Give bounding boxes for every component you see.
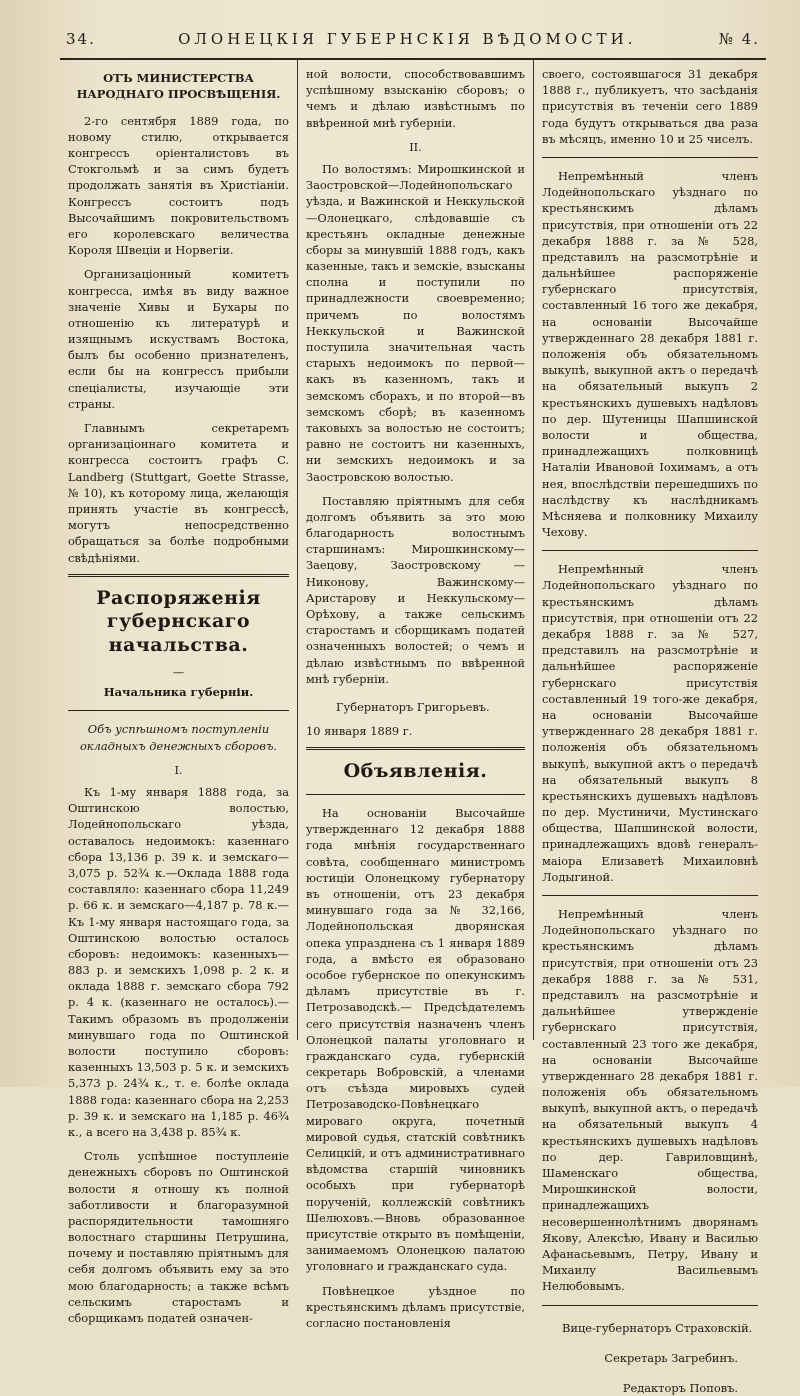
paragraph: Непремѣнный членъ Лодейнопольскаго уѣзднаго по крестьянскимъ дѣламъ присутствія, при отношеніи отъ 23 декабря 1888 г. за № 531, представилъ на разсмотрѣніе и дальнѣйшее утвержденіе губернскаго присутствія, составленный 23 того же декабря, на основаніи Высочайше утвержденнаго 28 декабря 1881 г. положенія объ обязательномъ выкупѣ, выкупной актъ, о передачѣ на обязательный выкупъ 4 крестьянскихъ душевыхъ надѣловъ по дер. Гавриловщинѣ, Шаменскаго общества, Мирошкинской волости, принадлежащихъ несовершеннолѣтнимъ дворянамъ Якову, Алексѣю, Ивану и Василью Афанасьевымъ, Петру, Ивану и Михаилу Васильевымъ Нелюбовымъ. xyxy=(542,907,758,1294)
section-heading: Распоряженія губернскаго начальства. xyxy=(96,586,261,657)
announcements-heading: Объявленія. xyxy=(343,760,488,783)
column-3 xyxy=(534,60,766,1395)
article-numeral: I. xyxy=(174,762,183,777)
paragraph: ной волости, способствовавшимъ успѣшному взысканію сборовъ; о чемъ и дѣлаю извѣстнымъ по ввѣренной мнѣ губерніи. xyxy=(306,67,525,130)
paragraph: Непремѣнный членъ Лодейнопольскаго уѣзднаго по крестьянскимъ дѣламъ присутствія, при отношеніи отъ 22 декабря 1888 г. за № 528, представилъ на разсмотрѣніе и дальнѣйшее распоряженіе губернскаго присутствія, составленный 16 того же декабря, на основаніи Высочайше утвержденнаго 28 декабря 1881 г. положенія объ обязательномъ выкупѣ, выкупной актъ о передачѣ на обязательный выкупъ 2 крестьянскихъ душевыхъ надѣловъ по дер. Шутеницы Шапшинской волости и общества, принадлежащихъ полковницѣ Наталіи Ивановой Іохимамъ, а отъ нея, впослѣдствіи перешедшихъ по наслѣдству къ наслѣдникамъ Мѣсняева и полковнику Михаилу Чехову. xyxy=(542,168,758,540)
column-2 xyxy=(298,60,534,1330)
paragraph: Повѣнецкое уѣздное по крестьянскимъ дѣламъ присутствіе, согласно постановленія xyxy=(306,1283,525,1330)
paragraph: На основаніи Высочайше утвержденнаго 12 декабря 1888 года мнѣнія государственнаго совѣта, сообщеннаго министромъ юстиціи Олонецкому губернатору въ отношеніи, отъ 23 декабря минувшаго года за № 32,166, Лодейнопольская дворянская опека упразднена съ 1 января 1889 года, а вмѣсто ея образовано особое губернское по опекунскимъ дѣламъ присутствіе въ г. Петрозаводскѣ.— Предсѣдателемъ сего присутствія назначенъ членъ Олонецкой палаты уголовнаго и гражданскаго суда, губернскій секретарь Вобровскій, а членами отъ съѣзда мировыхъ судей Петрозаводско-Повѣнецкаго мироваго округа, почетный мировой судья, статскій совѣтникъ Селицкій, и отъ административнаго вѣдомства старшій чиновникъ особыхъ при губернаторѣ порученій, коллежскій совѣтникъ Шелюховъ.—Вновь образованное присутствіе открыто въ помѣщеніи, занимаемомъ Олонецкою палатою уголовнаго и гражданскаго суда. xyxy=(306,806,525,1274)
paragraph: 2-го сентября 1889 года, по новому стилю, открывается конгрессъ оріенталистовъ въ Стокгольмѣ и за симъ будетъ продолжать занятія въ Христіаніи. Конгрессъ состоитъ подъ Высочайшимъ покровительствомъ его королевскаго величества Короля Швеціи и Норвегіи. xyxy=(68,113,289,258)
ministry-heading: ОТЪ МИНИСТЕРСТВА НАРОДНАГО ПРОСВѢЩЕНІЯ. xyxy=(76,71,281,102)
paragraph: Главнымъ секретаремъ организаціоннаго комитета и конгресса состоитъ графъ C. Landberg (Stuttgart, Goette Strasse, № 10), къ которому лица, желающія принять участіе въ конгрессѣ, могутъ непосредственно обращаться за болѣе подробными свѣдѣніями. xyxy=(68,421,289,565)
column-1 xyxy=(60,60,298,1326)
dash: — xyxy=(172,664,185,679)
divider xyxy=(542,157,758,158)
editor-signature: Редакторъ Поповъ. xyxy=(622,1380,738,1395)
article-title: Объ успѣшномъ поступленіи окладныхъ денежныхъ сборовъ. xyxy=(79,722,278,753)
divider xyxy=(306,794,525,795)
section-divider xyxy=(68,574,289,577)
issue-number: № 4. xyxy=(718,30,760,48)
paragraph: Непремѣнный членъ Лодейнопольскаго уѣзднаго по крестьянскимъ дѣламъ присутствія, при отношеніи отъ 22 декабря 1888 г. за № 527, представилъ на разсмотрѣніе и дальнѣйшее распоряженіе губернскаго присутствія составленный 19 того-же декабря, на основаніи Высочайше утвержденнаго 28 декабря 1881 г. положенія объ обязательномъ выкупѣ, выкупной актъ о передачѣ на обязательный выкупъ 8 крестьянскихъ душевыхъ надѣловъ по дер. Мустиничи, Мустинскаго общества, Шапшинской волости, принадлежащихъ вдовѣ генералъ-маіора Елизаветѣ Михаиловнѣ Лодыгиной. xyxy=(542,562,758,884)
paragraph: Столь успѣшное поступленіе денежныхъ сборовъ по Оштинской волости я отношу къ полной заботливости и благоразумной распорядительности тамошняго волостнаго старшины Петрушина, почему и поставляю пріятнымъ для себя долгомъ объявить ему за это мою благодарность; а также всѣмъ сельскимъ старостамъ и сборщикамъ податей означен- xyxy=(68,1149,289,1326)
paragraph: Поставляю пріятнымъ для себя долгомъ объявить за это мою благодарность волостнымъ старшинамъ: Мирошкинскому—Заецову, Заостровскому — Никонову, Важинскому—Аристарову и Неккульскому—Орѣхову, а также сельскимъ старостамъ и сборщикамъ податей означенныхъ волостей; о чемъ и дѣлаю извѣстнымъ по ввѣренной мнѣ губерніи. xyxy=(306,493,525,686)
section-divider xyxy=(306,747,525,750)
vice-governor-signature: Вице-губернаторъ Страховскій. xyxy=(562,1320,753,1335)
columns xyxy=(60,60,766,1395)
page-header xyxy=(60,22,766,60)
article-numeral: II. xyxy=(409,139,422,154)
paragraph: Организаціонный комитетъ конгресса, имѣя въ виду важное значеніе Хивы и Бухары по отношенію къ литературѣ и изящнымъ искуствамъ Востока, былъ бы особенно признателенъ, если бы на конгрессъ прибыли спеціалисты, изучающіе эти страны. xyxy=(68,267,289,411)
paragraph: Къ 1-му января 1888 года, за Оштинскою волостью, Лодейнопольскаго уѣзда, оставалось недоимокъ: казеннаго сбора 13,136 р. 39 к. и земскаго—3,075 р. 52¾ к.—Оклада 1888 года составляло: казеннаго сбора 11,249 р. 66 к. и земскаго—4,187 р. 78 к.— Къ 1-му января настоящаго года, за Оштинскою волостью осталось сборовъ: недоимокъ: казенныхъ—883 р. и земскихъ 1,098 р. 2 к. и оклада 1888 г. земскаго сбора 792 р. 4 к. (казеннаго не осталось).—Такимъ образомъ въ продолженіи минувшаго года по Оштинской волости поступило сборовъ: казенныхъ 13,503 р. 5 к. и земскихъ 5,373 р. 24¾ к., т. е. болѣе оклада 1888 года: казеннаго сбора на 2,253 р. 39 к. и земскаго на 1,185 р. 46¾ к., а всего на 3,438 р. 85¾ к. xyxy=(68,785,289,1139)
divider xyxy=(542,895,758,896)
divider xyxy=(542,1305,758,1306)
governor-signature: Губернаторъ Григорьевъ. xyxy=(336,699,490,714)
divider xyxy=(542,550,758,551)
secretary-signature: Секретарь Загребинъ. xyxy=(604,1350,738,1365)
signature-date: 10 января 1889 г. xyxy=(306,724,413,739)
divider xyxy=(68,710,289,711)
subheading: Начальника губерніи. xyxy=(103,685,254,700)
page-number: 34. xyxy=(66,30,96,48)
paragraph: своего, состоявшагося 31 декабря 1888 г., публикуетъ, что засѣданія присутствія въ теченіи сего 1889 года будутъ открываться два раза въ мѣсяцъ, именно 10 и 25 чиселъ. xyxy=(542,67,758,146)
paragraph: По волостямъ: Мирошкинской и Заостровской—Лодейнопольскаго уѣзда, и Важинской и Неккульской—Олонецкаго, слѣдовавшіе съ крестьянъ окладные денежные сборы за минувшій 1888 годъ, какъ казенные, такъ и земскіе, взысканы сполна и поступили по принадлежности своевременно; причемъ по волостямъ Неккульской и Важинской поступила значительная часть старыхъ недоимокъ по первой—какъ въ казенномъ, такъ и земскомъ сборахъ, и по второй—въ земскомъ сборѣ; въ казенномъ таковыхъ за волостью не состоитъ; равно не состоитъ ни казенныхъ, ни земскихъ недоимокъ и за Заостровскою волостью. xyxy=(306,161,525,484)
newspaper-title: ОЛОНЕЦКІЯ ГУБЕРНСКІЯ ВѢДОМОСТИ. xyxy=(178,30,637,48)
